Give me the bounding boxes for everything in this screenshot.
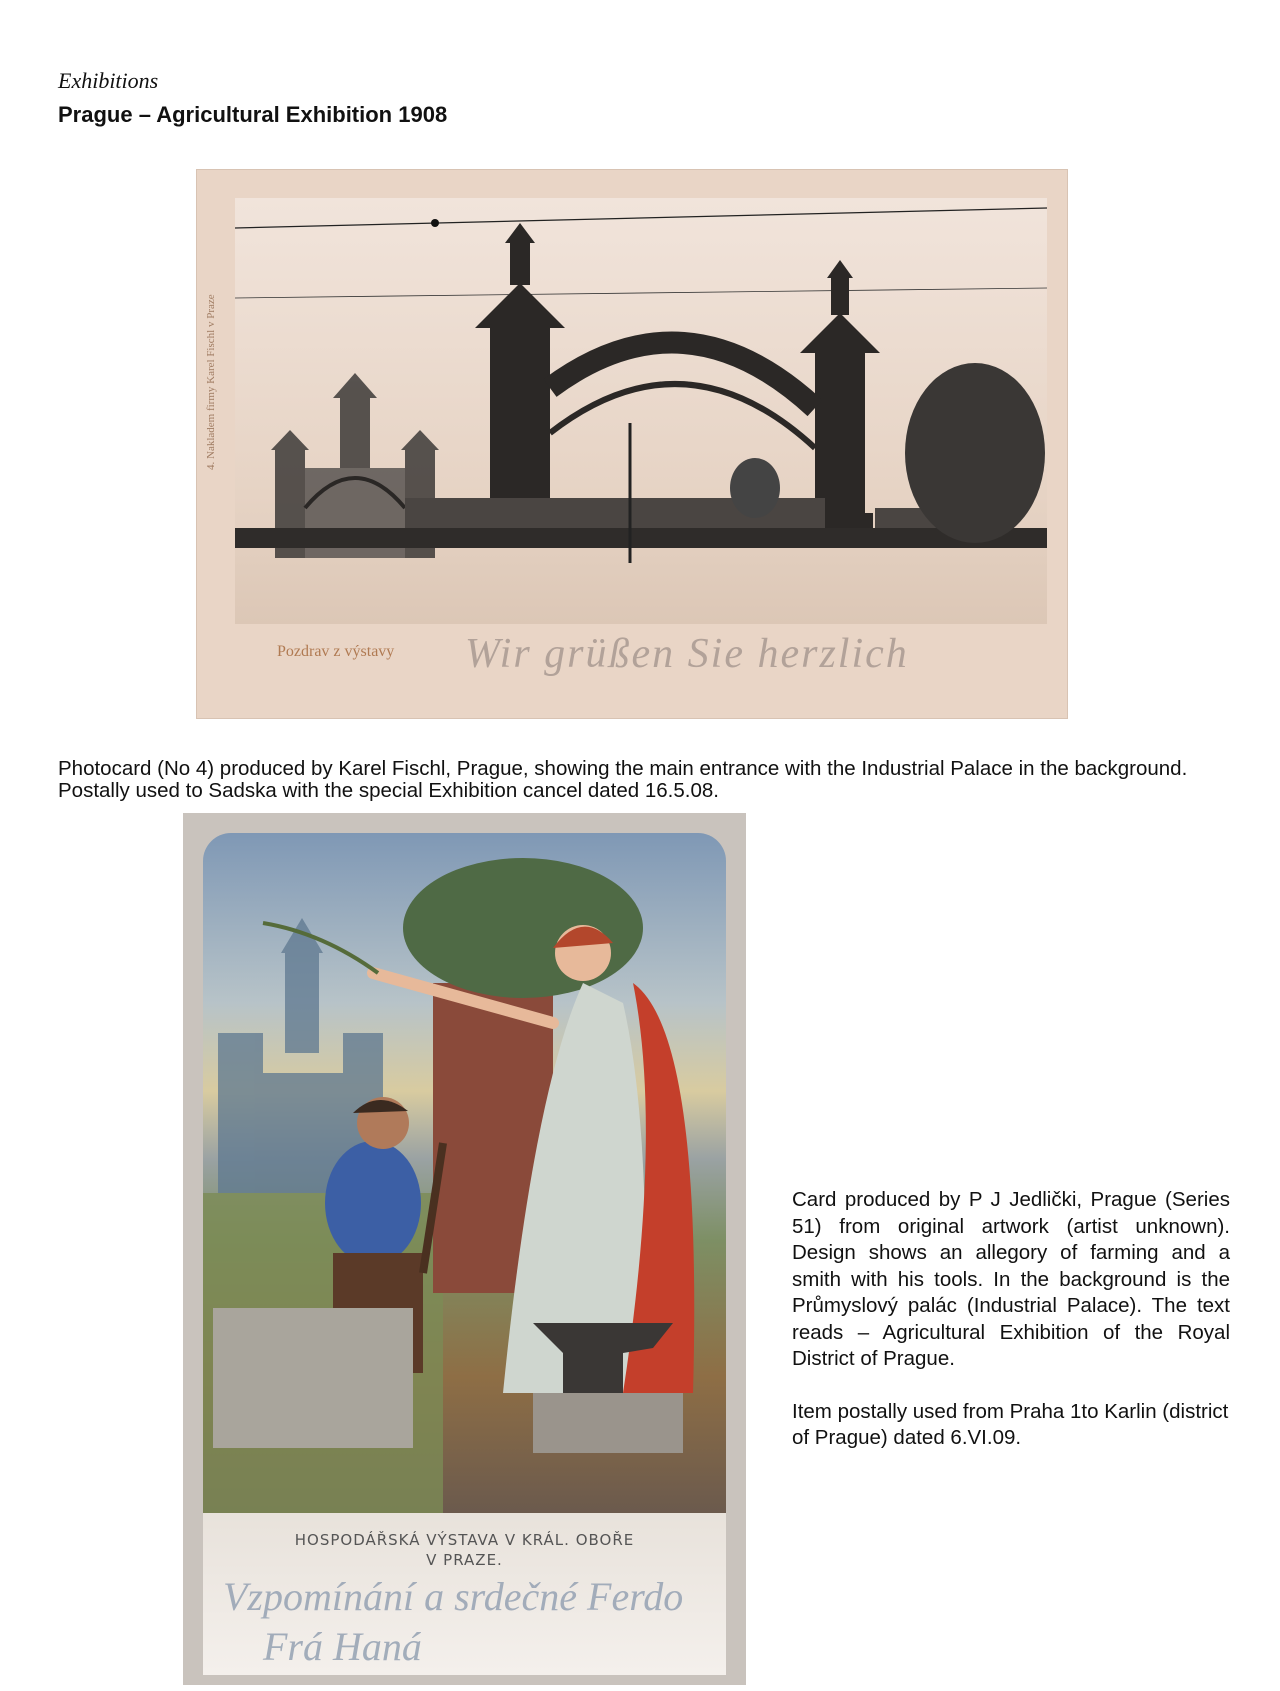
handwritten-line-1: Vzpomínání a srdečné Ferdo [223, 1574, 684, 1619]
handwritten-line-2: Frá Haná [263, 1624, 422, 1669]
allegory-artwork [203, 833, 726, 1513]
card-title-line-1: HOSPODÁŘSKÁ VÝSTAVA V KRÁL. OBOŘE [294, 1531, 635, 1549]
art-card-paragraph-1: Card produced by P J Jedlički, Prague (Series 51) from original artwork (artist unknown). Design shows an allegory of farming and a smith with his tools. In the background is the Průmyslový palác (Industrial Palace). The text reads – Agricultural Exhibition of the Royal District of Prague. [792, 1188, 1230, 1370]
photocard-description: Photocard (No 4) produced by Karel Fischl, Prague, showing the main entrance with the Industrial Palace in the background. Postally used to Sadska with the special Exhibition cancel dated 16.5.08. [58, 757, 1188, 802]
allegory-art-card [183, 813, 746, 1685]
entrance-photo [235, 198, 1047, 624]
card-title-line-2: V PRAZE. [426, 1551, 503, 1569]
art-card-description [792, 1187, 1230, 1452]
entrance-illustration [235, 198, 1047, 624]
card-text-panel [203, 1513, 726, 1675]
photocard-exhibition-entrance [197, 170, 1067, 718]
page-title: Prague – Agricultural Exhibition 1908 [58, 102, 448, 127]
art-card-paragraph-2: Item postally used from Praha 1to Karlin (district of Prague) dated 6.VI.09. [792, 1399, 1229, 1449]
handwritten-message: Wir grüßen Sie herzlich [465, 631, 909, 677]
allegory-illustration [203, 833, 726, 1513]
section-label: Exhibitions [58, 68, 159, 93]
printed-greeting: Pozdrav z výstavy [277, 643, 395, 660]
publisher-imprint: 4. Nakladem firmy Karel Fischl v Praze [205, 294, 217, 470]
